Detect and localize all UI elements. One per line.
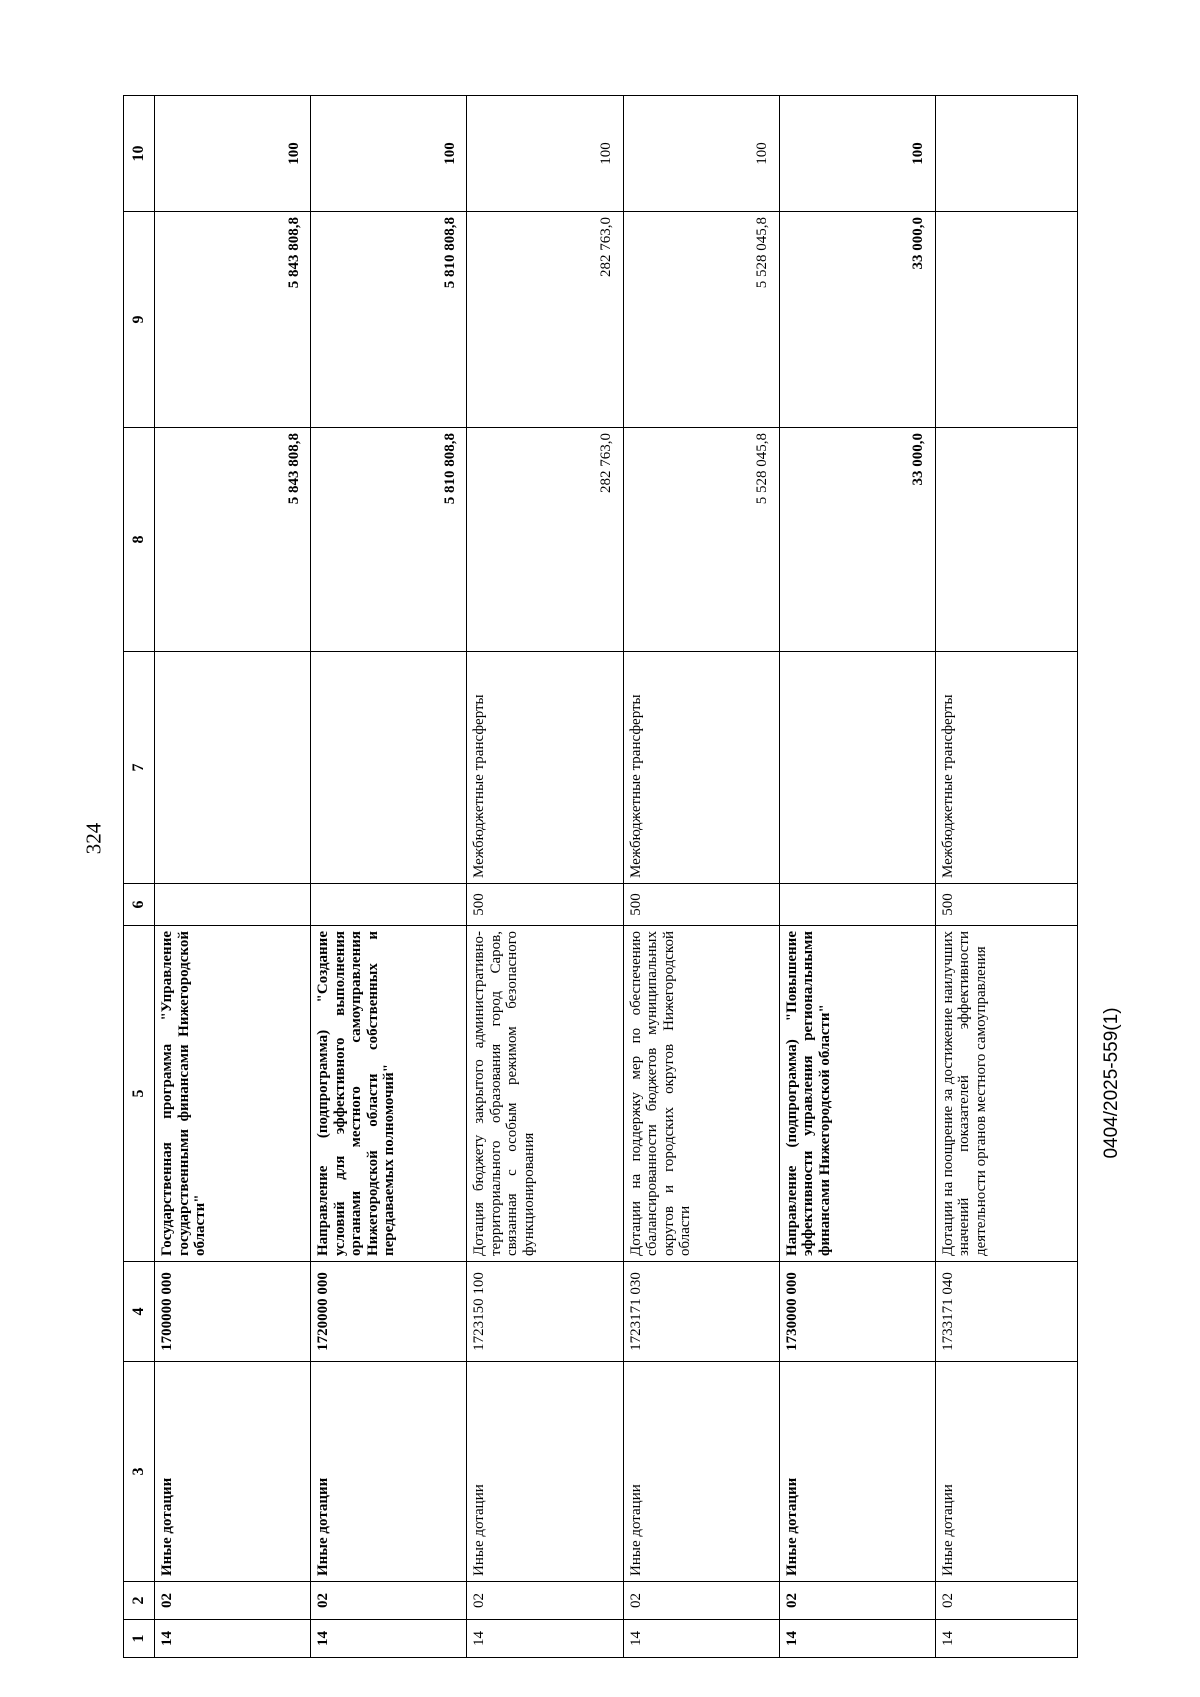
section-code: 14 [623,1620,779,1658]
target-article-code: 1723171 030 [623,1262,779,1362]
expense-type-code: 500 [623,884,779,926]
target-article-code: 1720000 000 [311,1262,467,1362]
expense-type-code: 500 [467,884,623,926]
target-article-code: 1733171 040 [935,1262,1077,1362]
target-article-name: Государственная программа "Управление государственными финансами Нижегородской области" [155,926,311,1262]
execution-percent: 100 [623,96,779,212]
subsection-code: 02 [623,1582,779,1620]
expense-type-name [155,652,311,884]
section-code: 14 [155,1620,311,1658]
section-code: 14 [467,1620,623,1658]
target-article-name: Дотация бюджету закрытого административно-территориального образования город Саров, связанная с особым режимом безопасного функционирования [467,926,623,1262]
document-code: 0404/2025-559(1) [1101,1007,1122,1159]
expense-type-name: Межбюджетные трансферты [623,652,779,884]
subsection-name: Иные дотации [779,1362,935,1582]
header-cell: 3 [124,1362,155,1582]
subsection-name: Иные дотации [155,1362,311,1582]
header-cell: 6 [124,884,155,926]
section-code: 14 [935,1620,1077,1658]
expense-type-code [779,884,935,926]
target-article-name: Дотации на поддержку мер по обеспечению сбалансированности бюджетов муниципальных округов и городских округов Нижегородской области [623,926,779,1262]
executed-amount: 33 000,0 [779,212,935,428]
expense-type-code: 500 [935,884,1077,926]
executed-amount: 5 843 808,8 [155,212,311,428]
page-number: 324 [81,822,106,855]
subsection-name: Иные дотации [935,1362,1077,1582]
planned-amount: 5 843 808,8 [155,428,311,652]
table-header [124,96,155,1658]
executed-amount: 5 528 045,8 [623,212,779,428]
expense-type-name: Межбюджетные трансферты [935,652,1077,884]
budget-table [123,95,1078,1658]
target-article-code: 1700000 000 [155,1262,311,1362]
execution-percent: 100 [779,96,935,212]
executed-amount: 282 763,0 [467,212,623,428]
execution-percent: 100 [311,96,467,212]
section-code: 14 [311,1620,467,1658]
table-row [155,96,311,1658]
header-cell: 1 [124,1620,155,1658]
header-cell: 10 [124,96,155,212]
planned-amount: 5 810 808,8 [311,428,467,652]
execution-percent [935,96,1077,212]
header-cell: 4 [124,1262,155,1362]
execution-percent: 100 [155,96,311,212]
subsection-name: Иные дотации [467,1362,623,1582]
executed-amount [935,212,1077,428]
expense-type-name: Межбюджетные трансферты [467,652,623,884]
expense-type-name [311,652,467,884]
header-cell: 7 [124,652,155,884]
planned-amount [935,428,1077,652]
header-cell: 2 [124,1582,155,1620]
expense-type-code [311,884,467,926]
planned-amount: 5 528 045,8 [623,428,779,652]
subsection-name: Иные дотации [623,1362,779,1582]
target-article-name: Направление (подпрограмма) "Повышение эффективности управления региональными финансами Нижегородской области" [779,926,935,1262]
header-cell: 5 [124,926,155,1262]
target-article-name: Направление (подпрограмма) "Создание условий для эффективного выполнения органами местного самоуправления Нижегородской области собственных и передаваемых полномочий" [311,926,467,1262]
section-code: 14 [779,1620,935,1658]
subsection-code: 02 [311,1582,467,1620]
table-row [935,96,1077,1658]
planned-amount: 282 763,0 [467,428,623,652]
subsection-code: 02 [467,1582,623,1620]
table-row [623,96,779,1658]
subsection-code: 02 [935,1582,1077,1620]
expense-type-name [779,652,935,884]
subsection-code: 02 [779,1582,935,1620]
header-cell: 8 [124,428,155,652]
planned-amount: 33 000,0 [779,428,935,652]
header-cell: 9 [124,212,155,428]
table-row [467,96,623,1658]
target-article-code: 1723150 100 [467,1262,623,1362]
subsection-name: Иные дотации [311,1362,467,1582]
table-row [311,96,467,1658]
table-row [779,96,935,1658]
executed-amount: 5 810 808,8 [311,212,467,428]
subsection-code: 02 [155,1582,311,1620]
target-article-name: Дотации на поощрение за достижение наилучших значений показателей эффективности деятельности органов местного самоуправления [935,926,1077,1262]
table-container [123,96,1078,1658]
target-article-code: 1730000 000 [779,1262,935,1362]
execution-percent: 100 [467,96,623,212]
expense-type-code [155,884,311,926]
